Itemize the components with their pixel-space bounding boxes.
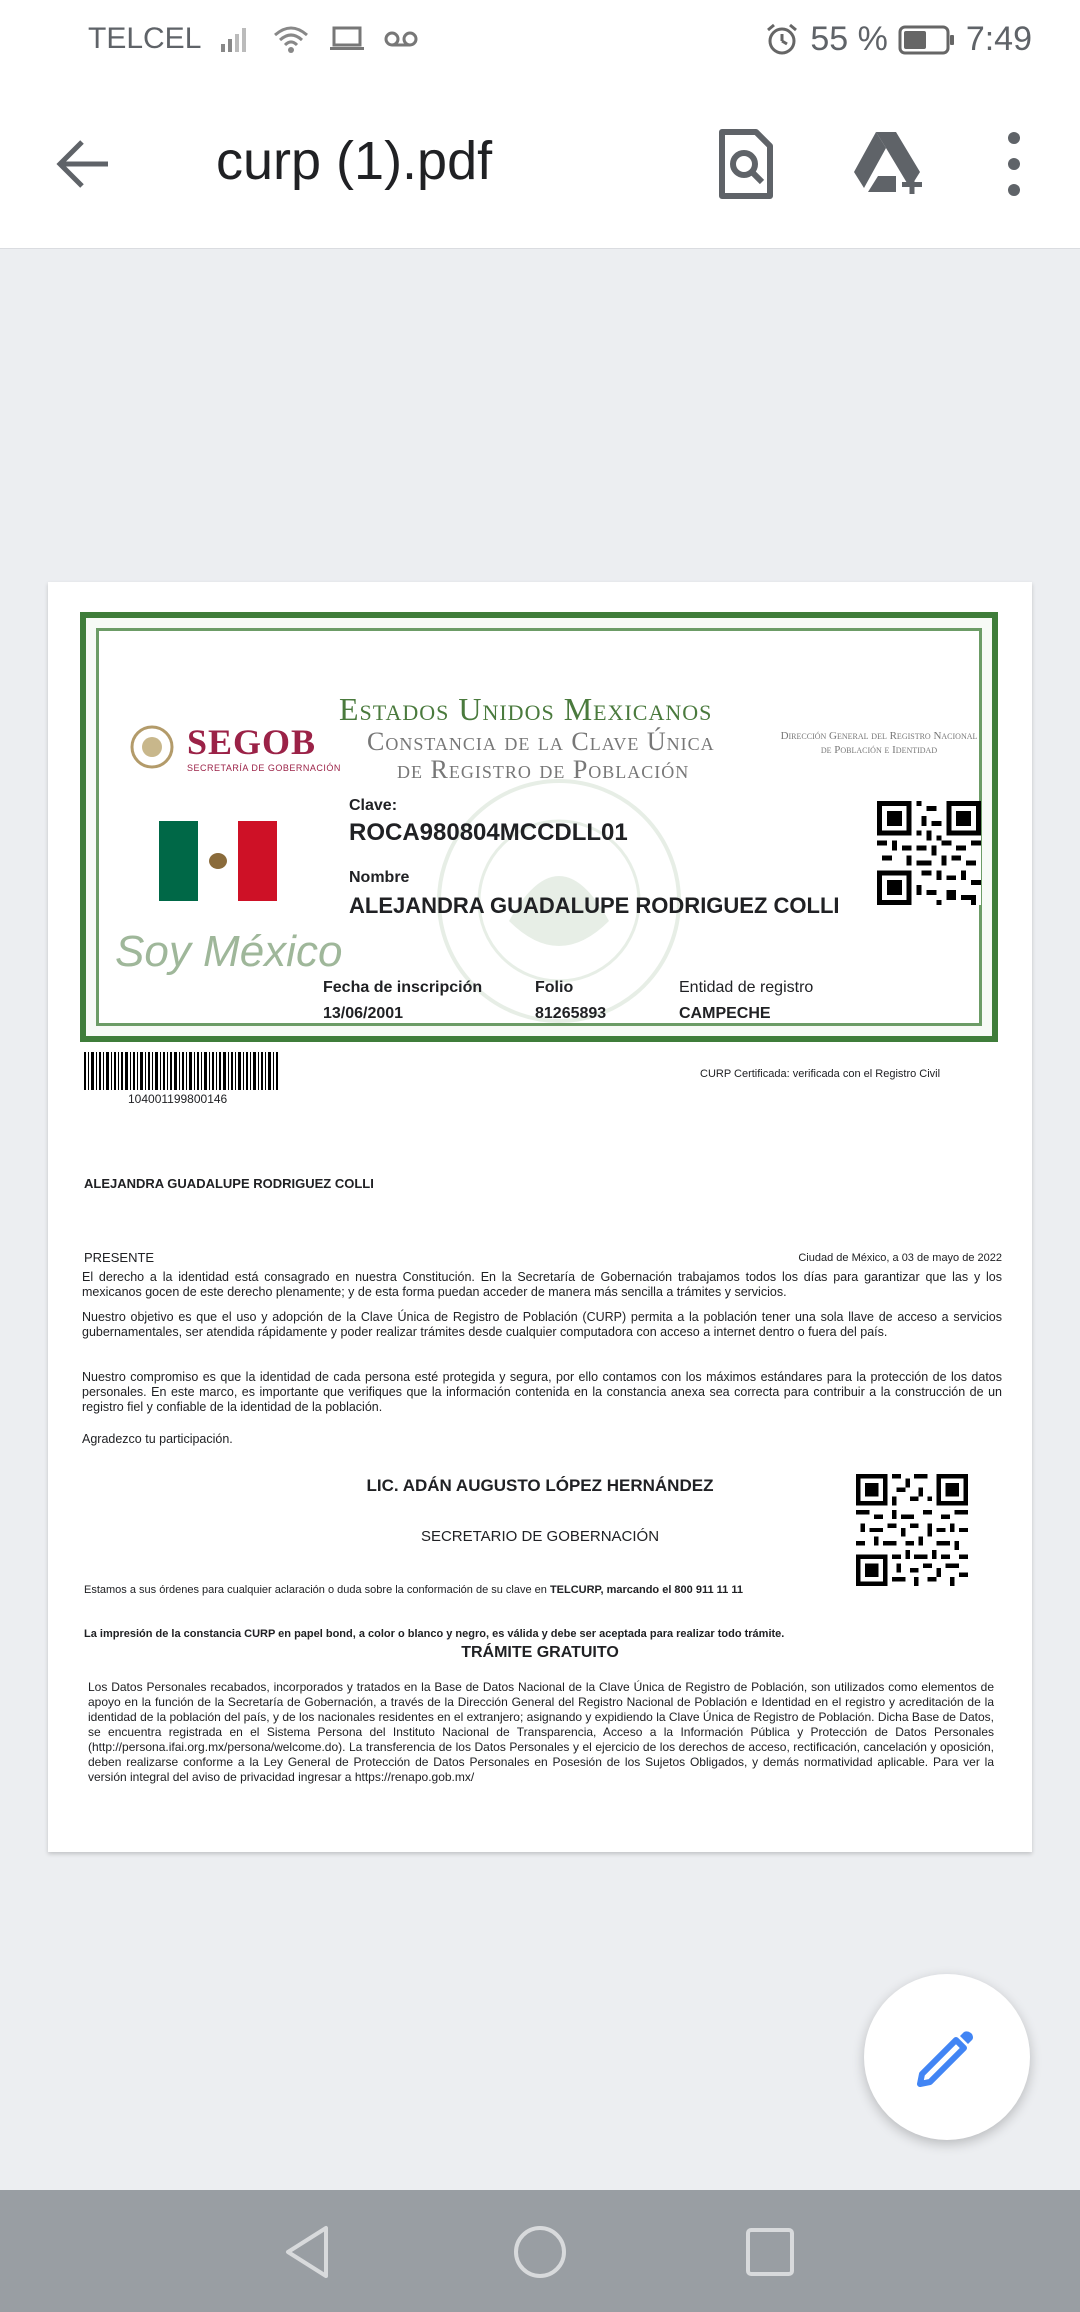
folio-value: 81265893 — [535, 1005, 607, 1022]
segob-logo: SEGOB SECRETARÍA DE GOBERNACIÓN — [129, 721, 341, 773]
nombre-label: Nombre — [349, 869, 410, 886]
qr-code-icon — [877, 801, 981, 905]
app-bar — [0, 82, 1080, 249]
fecha-inscripcion-value: 13/06/2001 — [323, 1005, 404, 1022]
agradezco-text: Agradezco tu participación. — [82, 1432, 233, 1446]
wifi-icon — [271, 23, 311, 55]
signature-qr-code-icon — [856, 1474, 968, 1586]
alarm-icon — [764, 22, 800, 58]
nombre-value: ALEJANDRA GUADALUPE RODRIGUEZ COLLI — [349, 893, 840, 918]
pdf-page — [48, 582, 1032, 1852]
battery-icon — [898, 24, 956, 56]
entidad-value: CAMPECHE — [679, 1005, 771, 1022]
clave-value: ROCA980804MCCDLL01 — [349, 819, 628, 846]
barcode-icon — [84, 1052, 278, 1090]
drive-add-icon[interactable] — [850, 126, 926, 202]
folio-label: Folio — [535, 979, 574, 996]
cert-heading-1: Estados Unidos Mexicanos — [339, 691, 713, 727]
place-date: Ciudad de México, a 03 de mayo de 2022 — [798, 1252, 1002, 1264]
clave-label: Clave: — [349, 797, 398, 814]
edit-pencil-icon — [914, 2024, 980, 2090]
document-title: curp (1).pdf — [216, 131, 493, 191]
nav-back-icon[interactable] — [278, 2222, 338, 2282]
cert-heading-2: Constancia de la Clave Única — [367, 727, 715, 756]
laptop-icon — [329, 25, 365, 53]
document-search-icon[interactable] — [708, 126, 784, 202]
back-arrow-icon[interactable] — [54, 134, 114, 194]
contact-note: Estamos a sus órdenes para cualquier aclaración o duda sobre la conformación de su clave en TELCURP, marcando el 800 911 11 11 — [84, 1584, 743, 1596]
presente-label: PRESENTE — [84, 1250, 155, 1265]
tramite-gratuito: TRÁMITE GRATUITO — [461, 1644, 619, 1661]
direccion-general: Dirección General del Registro Nacional de Población e Identidad — [780, 730, 978, 756]
signer-title: SECRETARIO DE GOBERNACIÓN — [420, 1528, 660, 1545]
privacy-notice: Los Datos Personales recabados, incorporados y tratados en la Base de Datos Nacional de la Clave Única de Registro de Población, son utilizados como elementos de apoyo en la función de la Secretaría de Gobernación, a través de la Dirección General del Registro Nacional de Población e Identidad en el registro y acreditación de la identidad de la población del país, y de los nacionales residentes en el extranjero; asignando y expidiendo la Clave Única de Registro de Población. Dicha Base de Datos, se encuentra registrada en el Sistema Persona del Instituto Nacional de Transparencia, Acceso a la Información Pública y Protección de Datos Personales (http://persona.ifai.org.mx/persona/welcome.do). La transferencia de los Datos Personales y el ejercicio de los derechos de acceso, rectificación, cancelación y oposición, deben realizarse conforme a la Ley General de Protección de Datos Personales en Posesión de los Sujetos Obligados, y demás normatividad aplicable. Para ver la versión integral del aviso de privacidad ingresar a https://renapo.gob.mx/ — [88, 1680, 994, 1784]
soy-mexico-logo: Soy México — [115, 927, 343, 976]
edit-fab-button[interactable] — [864, 1974, 1030, 2140]
nav-recents-icon[interactable] — [740, 2222, 800, 2282]
paragraph-2: Nuestro objetivo es que el uso y adopción de la Clave Única de Registro de Población (CURP) permita a la población tener una sola llave de acceso a servicios gubernamentales, ser atendida rápidamente y poder realizar trámites desde cualquier computadora con acceso a internet dentro o fuera del país. — [82, 1310, 1002, 1339]
mexico-flag-icon — [159, 821, 277, 901]
entidad-label: Entidad de registro — [679, 979, 814, 996]
segob-emblem-icon — [129, 724, 175, 770]
signal-icon — [219, 24, 253, 54]
carrier-label: TELCEL — [88, 22, 202, 55]
voicemail-icon — [383, 28, 419, 50]
barcode-number: 104001199800146 — [128, 1092, 228, 1106]
paragraph-1: El derecho a la identidad está consagrado en nuestra Constitución. En la Secretaría de Gobernación trabajamos todos los días para garantizar que las y los mexicanos gocen de este derecho plenamente; y de esta forma puedan acceder de manera más sencilla a trámites y servicios. — [82, 1270, 1002, 1299]
fecha-inscripcion-label: Fecha de inscripción — [323, 979, 483, 996]
contact-phone: TELCURP, marcando el 800 911 11 11 — [549, 1584, 743, 1596]
recipient-name: ALEJANDRA GUADALUPE RODRIGUEZ COLLI — [84, 1176, 374, 1191]
cert-heading-3: de Registro de Población — [397, 755, 690, 784]
system-nav-bar — [0, 2190, 1080, 2312]
certified-note: CURP Certificada: verificada con el Registro Civil — [700, 1068, 941, 1080]
clock: 7:49 — [965, 20, 1032, 58]
curp-certificate — [80, 612, 998, 1042]
status-bar — [0, 0, 1080, 82]
battery-percent: 55 % — [810, 20, 888, 58]
impresion-note: La impresión de la constancia CURP en papel bond, a color o blanco y negro, es válida y debe ser aceptada para realizar todo trámite. — [84, 1628, 785, 1640]
more-vertical-icon[interactable] — [976, 126, 1052, 202]
nav-home-icon[interactable] — [510, 2222, 570, 2282]
signer-name: LIC. ADÁN AUGUSTO LÓPEZ HERNÁNDEZ — [366, 1476, 714, 1495]
paragraph-3: Nuestro compromiso es que la identidad de cada persona esté protegida y segura, por ello contamos con los máximos estándares para la protección de los datos personales. En este marco, es importante que verifiques que la información contenida en la constancia anexa sea correcta para contribuir a la construcción de un registro fiel y confiable de la identidad de la población. — [82, 1370, 1002, 1414]
